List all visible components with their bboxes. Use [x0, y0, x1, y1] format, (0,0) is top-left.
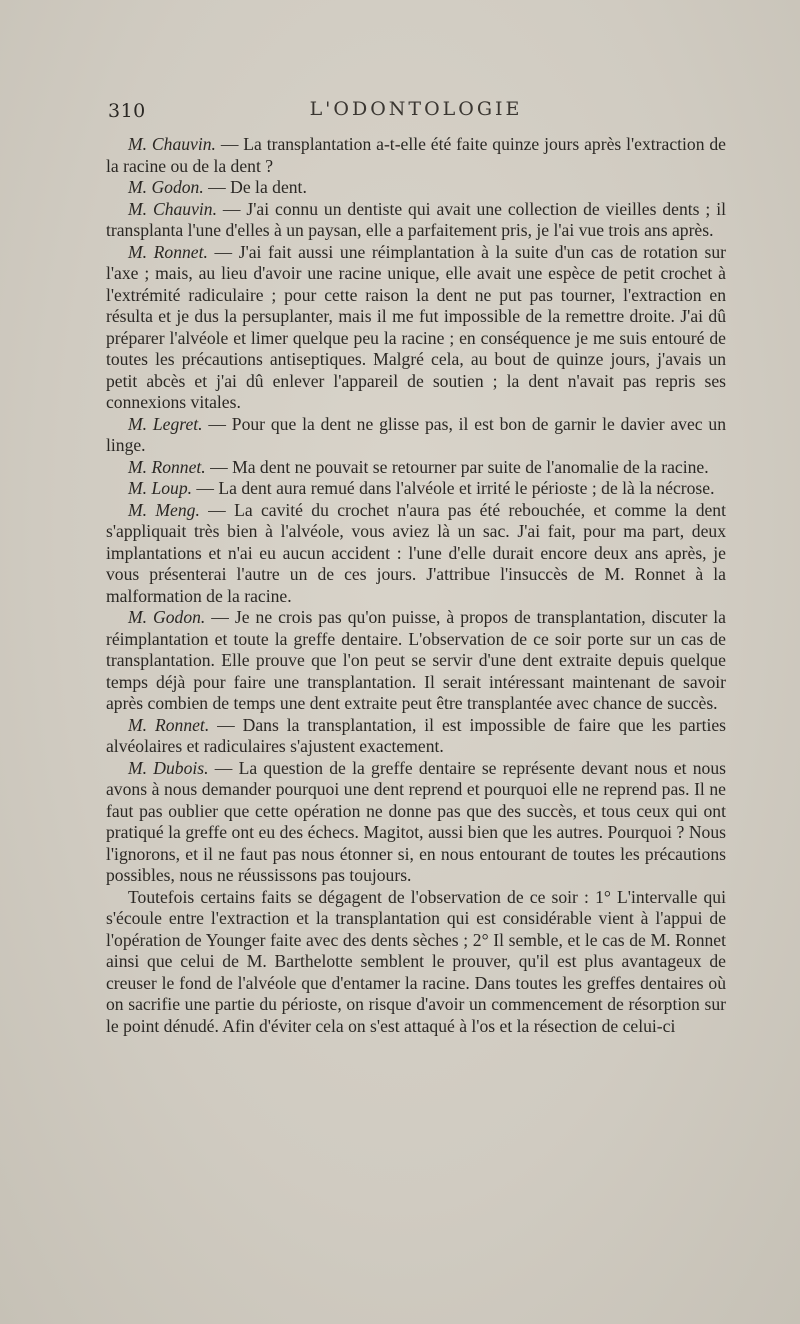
- body-text: [106, 134, 726, 1037]
- page-number: 310: [108, 100, 146, 122]
- speaker-name: M. Chauvin.: [128, 198, 217, 219]
- paragraph-text: Toutefois certains faits se dégagent de l'observation de ce soir : 1° L'intervalle qui s'écoule entre l'extraction et la transplantation qui est considérable vient à l'appui de l'opération de Younger faite avec des dents sèches ; 2° Il semble, et le cas de M. Ronnet ainsi que celui de M. Barthelotte semblent le prouver, qu'il est plus avantageux de creuser le fond de l'alvéole que d'entamer la racine. Dans toutes les greffes dentaires où on sacrifie une partie du périoste, on risque d'avoir un commencement de résorption sur le point dénudé. Afin d'éviter cela on s'est attaqué à l'os et la résection de celui-ci: [106, 886, 726, 1036]
- paragraph-text: — Je ne crois pas qu'on puisse, à propos de transplantation, discuter la réimplantation et toute la greffe dentaire. L'observation de ce soir porte sur un cas de transplantation. Elle prouve que l'on peut se servir d'une dent extraite depuis quelque temps déjà pour faire une transplantation. Il serait intéressant maintenant de savoir après combien de temps une dent extraite peut être transplantée avec chance de succès.: [106, 607, 726, 713]
- paragraph: [106, 134, 726, 177]
- paragraph-text: — De la dent.: [203, 177, 307, 197]
- paragraph-text: — J'ai fait aussi une réimplantation à la suite d'un cas de rotation sur l'axe ; mais, au lieu d'avoir une racine unique, elle avait une espèce de petit crochet à l'extrémité radiculaire ; pour cette raison la dent ne put pas tourner, l'extraction en résulta et je dus la persuplanter, mais il me fut impossible de la remettre droite. J'ai dû préparer l'alvéole et limer quelque peu la racine ; en conséquence je me suis entouré de toutes les précautions antiseptiques. Malgré cela, au bout de quinze jours, j'avais un petit abcès et j'ai dû enlever l'appareil de soutien ; la dent n'avait pas repris ses connexions vitales.: [106, 241, 726, 412]
- paragraph: [106, 457, 726, 479]
- paragraph: [106, 414, 726, 457]
- paragraph: [106, 478, 726, 500]
- speaker-name: M. Dubois.: [128, 757, 209, 778]
- paragraph-text: — La question de la greffe dentaire se représente devant nous et nous avons à nous demander pourquoi une dent reprend et pourquoi elle ne reprend pas. Il ne faut pas oublier que cette opération ne donne pas que des succès, et tous ceux qui ont pratiqué la greffe ont eu des échecs. Magitot, aussi bien que les autres. Pourquoi ? Nous l'ignorons, et il ne faut pas nous étonner si, en nous entourant de toutes les précautions possibles, nous ne réussissons pas toujours.: [106, 757, 726, 885]
- paragraph: [106, 715, 726, 758]
- speaker-name: M. Godon.: [128, 607, 206, 627]
- speaker-name: M. Loup.: [128, 478, 193, 498]
- speaker-name: M. Ronnet.: [128, 714, 210, 735]
- running-title: L'ODONTOLOGIE: [309, 98, 523, 120]
- speaker-name: M. Ronnet.: [128, 241, 208, 262]
- speaker-name: M. Chauvin.: [128, 134, 216, 154]
- paragraph: [106, 758, 726, 887]
- paragraph-text: — Pour que la dent ne glisse pas, il est bon de garnir le davier avec un linge.: [106, 413, 727, 455]
- page-header: [108, 96, 724, 126]
- paragraph: [106, 500, 726, 608]
- paragraph: [106, 177, 726, 199]
- paragraph-text: — La transplantation a-t-elle été faite quinze jours après l'extraction de la racine ou de la dent ?: [106, 134, 726, 176]
- paragraph-text: — La cavité du crochet n'aura pas été rebouchée, et comme la dent s'appliquait très bien à l'alvéole, vous aviez là un sac. J'ai fait, pour ma part, deux implantations et n'ai eu aucun accident : l'une d'elle durait encore deux ans après, je vous présenterai l'autre un de ces jours. J'attribue l'insuccès de M. Ronnet à la malformation de la racine.: [106, 499, 726, 606]
- paragraph-text: — La dent aura remué dans l'alvéole et irrité le périoste ; de là la nécrose.: [192, 478, 715, 498]
- paragraph: [106, 607, 726, 715]
- speaker-name: M. Legret.: [128, 413, 203, 434]
- speaker-name: M. Meng.: [128, 499, 200, 520]
- paragraph: [106, 199, 726, 242]
- paragraph: [106, 887, 726, 1038]
- paragraph-text: — J'ai connu un dentiste qui avait une collection de vieilles dents ; il transplanta l'une d'elles à un paysan, elle a parfaitement pris, je l'ai vue trois ans après.: [106, 198, 726, 240]
- paragraph-text: — Dans la transplantation, il est impossible de faire que les parties alvéolaires et radiculaires s'ajustent exactement.: [106, 714, 727, 756]
- speaker-name: M. Godon.: [128, 177, 204, 197]
- paragraph-text: — Ma dent ne pouvait se retourner par suite de l'anomalie de la racine.: [205, 456, 709, 477]
- paragraph: [106, 242, 726, 414]
- speaker-name: M. Ronnet.: [128, 456, 206, 477]
